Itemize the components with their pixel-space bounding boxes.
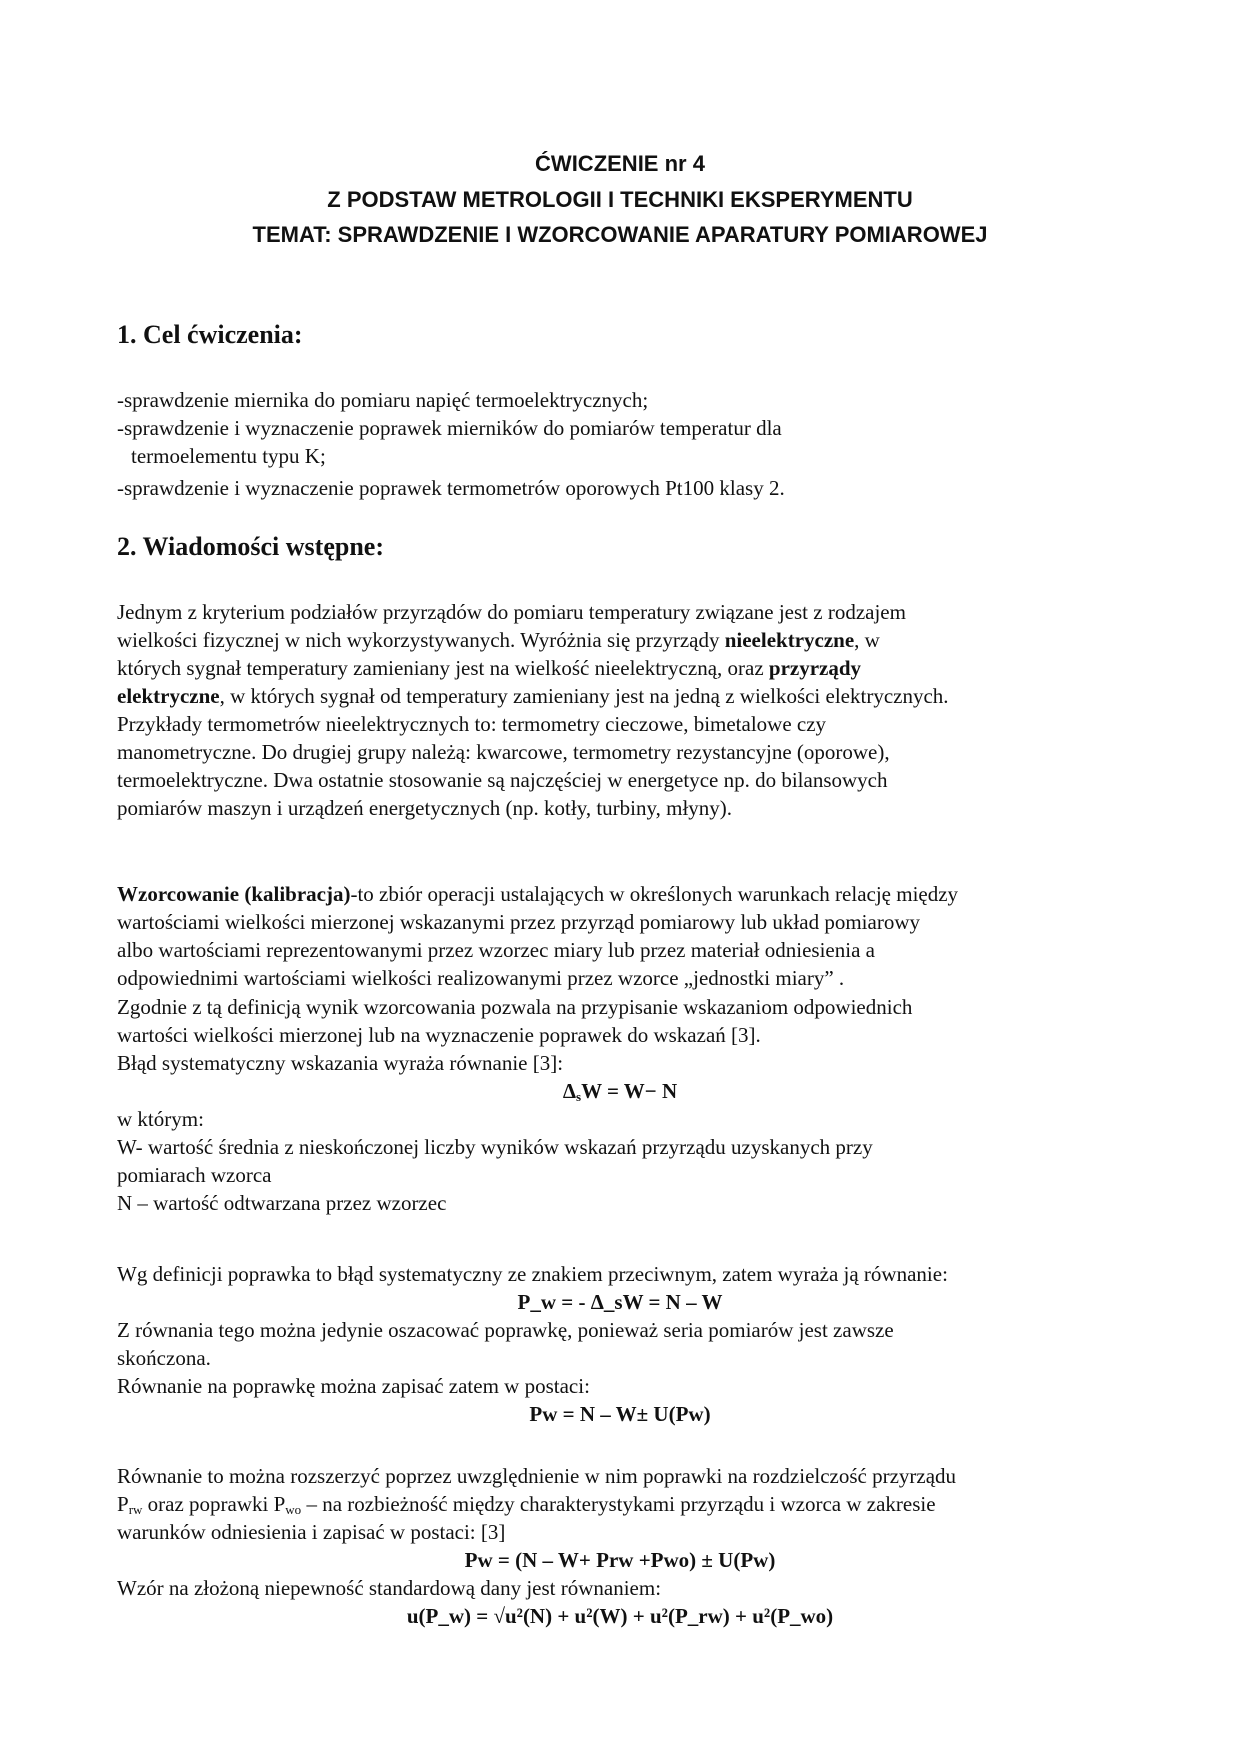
correction-line: skończona. [117,1346,211,1370]
definition-line: wartościami wielkości mierzonej wskazanymi przez przyrząd pomiarowy lub układ pomiarowy [117,910,920,934]
paragraph-1-line: elektryczne, w których sygnał od temperatury zamieniany jest na jedną z wielkości elektrycznych. [117,684,949,708]
definition-line: odpowiednimi wartościami wielkości realizowanymi przez wzorce „jednostki miary” . [117,966,845,990]
course-title: Z PODSTAW METROLOGII I TECHNIKI EKSPERYMENTU [327,187,913,212]
extension-line: Równanie to można rozszerzyć poprzez uwzględnienie w nim poprawki na rozdzielczość przyrządu [117,1464,957,1488]
exercise-title: ĆWICZENIE nr 4 [535,151,705,176]
term-wzorcowanie: Wzorcowanie (kalibracja) [117,882,351,906]
goal-item-1: -sprawdzenie miernika do pomiaru napięć termoelektrycznych; [117,388,649,412]
correction-line: Równanie na poprawkę można zapisać zatem w postaci: [117,1374,590,1398]
definition-line: wartości wielkości mierzonej lub na wyznaczenie poprawek do wskazań [3]. [117,1023,761,1047]
correction-line: Z równania tego można jedynie oszacować poprawkę, ponieważ seria pomiarów jest zawsze [117,1318,894,1342]
goal-item-2-continuation: termoelementu typu K; [131,444,326,468]
paragraph-1-line: wielkości fizycznej w nich wykorzystywanych. Wyróżnia się przyrządy nieelektryczne, w [117,628,880,652]
definition-line: W- wartość średnia z nieskończonej liczby wyników wskazań przyrządu uzyskanych przy [117,1135,873,1159]
topic-title: TEMAT: SPRAWDZENIE I WZORCOWANIE APARATURY POMIAROWEJ [252,222,988,247]
paragraph-1-line: pomiarów maszyn i urządzeń energetycznych (np. kotły, turbiny, młyny). [117,796,733,820]
definition-line: Zgodnie z tą definicją wynik wzorcowania pozwala na przypisanie wskazaniom odpowiednich [117,995,913,1019]
paragraph-1-line: Przykłady termometrów nieelektrycznych to: termometry cieczowe, bimetalowe czy [117,712,827,736]
definition-line: albo wartościami reprezentowanymi przez wzorzec miary lub przez materiał odniesienia a [117,938,875,962]
goal-item-3: -sprawdzenie i wyznaczenie poprawek termometrów oporowych Pt100 klasy 2. [117,476,785,500]
equation-correction: P_w = - Δ_sW = N – W [517,1290,723,1314]
section-1-heading: 1. Cel ćwiczenia: [117,320,303,349]
equation-correction-uncertainty: Pw = N – W± U(Pw) [529,1402,711,1426]
equation-combined-uncertainty: u(P_w) = √u²(N) + u²(W) + u²(P_rw) + u²(P_wo) [406,1604,834,1628]
paragraph-1-line: których sygnał temperatury zamieniany jest na wielkość nieelektryczną, oraz przyrządy [117,656,862,680]
section-2-heading: 2. Wiadomości wstępne: [117,532,384,561]
definition-line: N – wartość odtwarzana przez wzorzec [117,1191,447,1215]
definition-line: Wzorcowanie (kalibracja)-to zbiór operacji ustalających w określonych warunkach relację między [117,882,959,906]
extension-line: $P_{rw}$ oraz poprawki $P_{wo}$ – na rozbieżność między charakterystykami przyrządu i wzorca w zakresie [117,1492,936,1517]
correction-line: Wg definicji poprawka to błąd systematyczny ze znakiem przeciwnym, zatem wyraża ją równanie: [117,1262,948,1286]
equation-extended-correction: Pw = (N – W+ Prw +Pwo) ± U(Pw) [464,1548,776,1572]
extension-line: warunków odniesienia i zapisać w postaci: [3] [117,1520,506,1544]
paragraph-1-line: termoelektryczne. Dwa ostatnie stosowanie są najczęściej w energetyce np. do bilansowych [117,768,888,792]
extension-line: Wzór na złożoną niepewność standardową dany jest równaniem: [117,1576,662,1600]
paragraph-1-line: manometryczne. Do drugiej grupy należą: kwarcowe, termometry rezystancyjne (oporowe), [117,740,890,764]
goal-item-2: -sprawdzenie i wyznaczenie poprawek mierników do pomiarów temperatur dla [117,416,782,440]
definition-line: w którym: [117,1107,204,1131]
equation-systematic-error: $\Delta_sW = W- N$ [562,1079,678,1104]
definition-line: Błąd systematyczny wskazania wyraża równanie [3]: [117,1051,564,1075]
definition-line: pomiarach wzorca [117,1163,272,1187]
paragraph-1-line: Jednym z kryterium podziałów przyrządów do pomiaru temperatury związane jest z rodzajem [117,600,906,624]
